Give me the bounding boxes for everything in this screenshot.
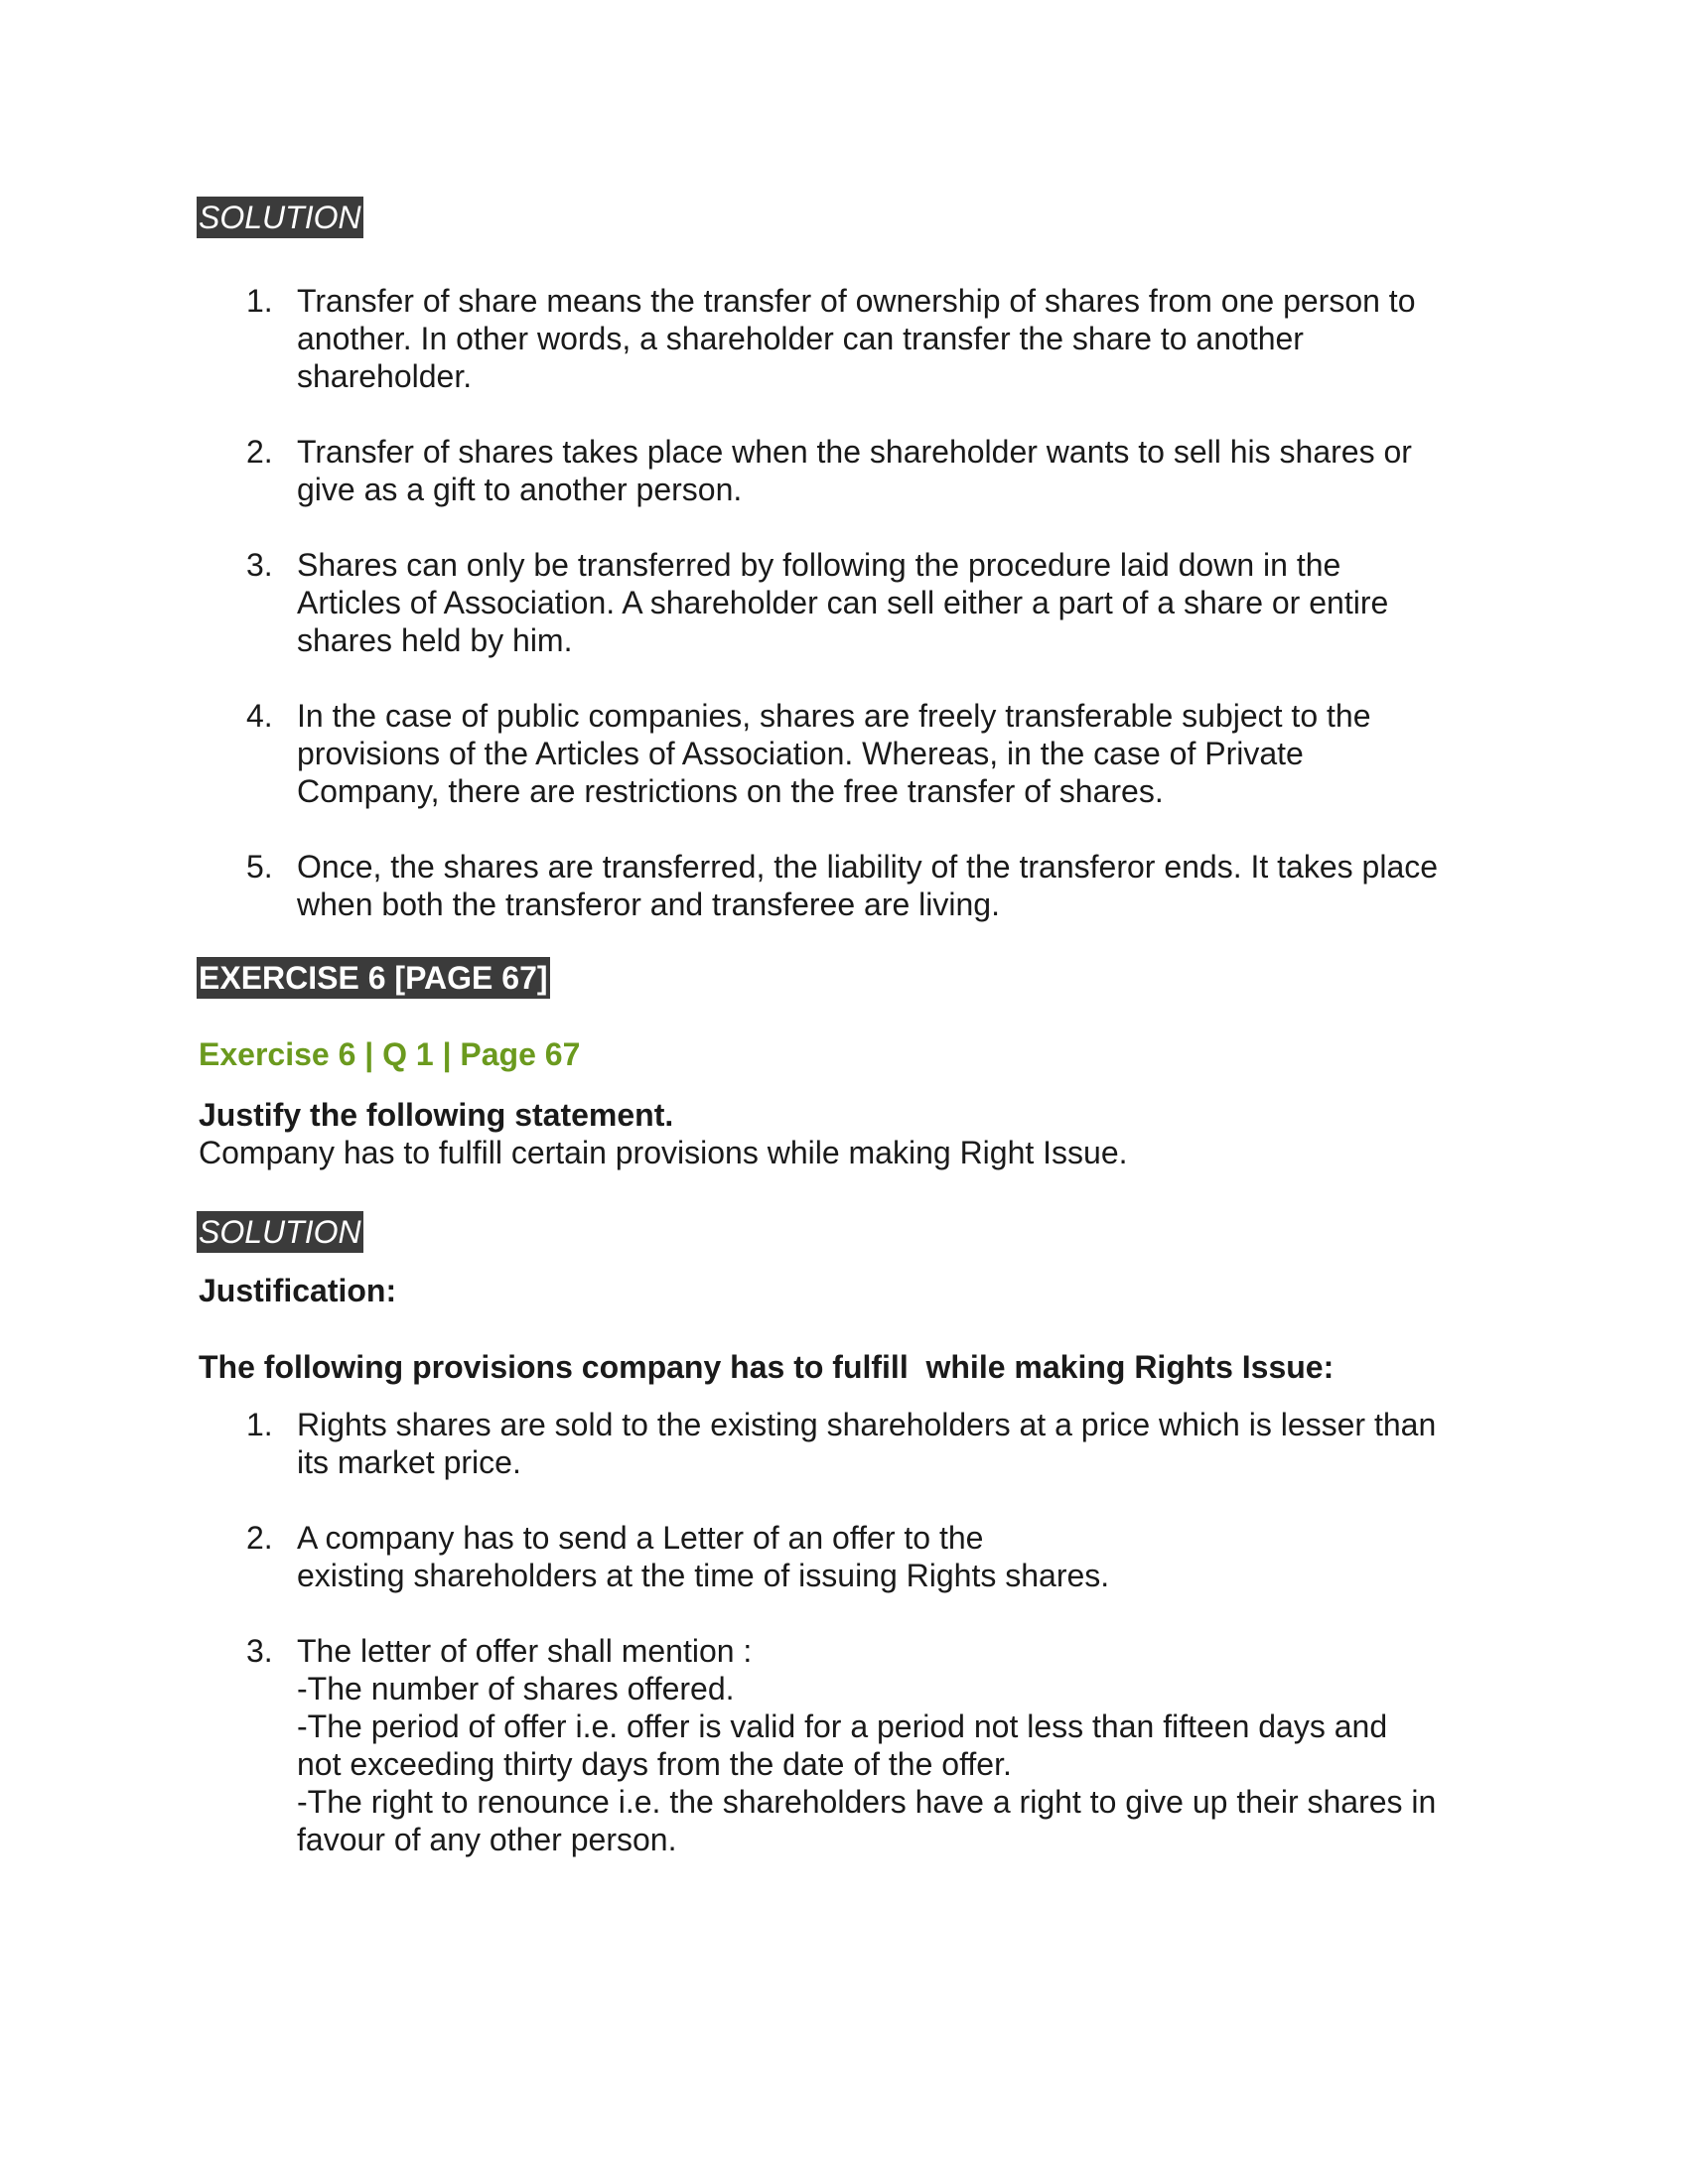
- justification-label: Justification:: [199, 1273, 397, 1308]
- list-item: [246, 1632, 1507, 1858]
- list-item-line: Rights shares are sold to the existing shareholders at a price which is lesser than: [297, 1407, 1437, 1442]
- list-item-line: Articles of Association. A shareholder can sell either a part of a share or entire: [297, 585, 1389, 620]
- rights-issue-provisions-list: [246, 1406, 1507, 1858]
- transfer-of-shares-list: [246, 282, 1507, 923]
- list-item-number: 2.: [246, 1520, 273, 1556]
- provisions-heading: The following provisions company has to fulfill while making Rights Issue:: [199, 1349, 1335, 1385]
- list-item-line: -The number of shares offered.: [297, 1671, 735, 1706]
- list-item-line: Company, there are restrictions on the free transfer of shares.: [297, 773, 1164, 809]
- list-item-number: 5.: [246, 849, 273, 885]
- exercise-question-reference: Exercise 6 | Q 1 | Page 67: [199, 1036, 581, 1072]
- list-item-line: A company has to send a Letter of an offer to the: [297, 1520, 984, 1556]
- solution-label: SOLUTION: [197, 197, 363, 238]
- list-item-number: 3.: [246, 1633, 273, 1669]
- list-item-line: when both the transferor and transferee are living.: [297, 887, 1000, 922]
- list-item: [246, 546, 1507, 659]
- list-item-line: In the case of public companies, shares are freely transferable subject to the: [297, 698, 1371, 734]
- list-item-line: The letter of offer shall mention :: [297, 1633, 753, 1669]
- list-item-line: give as a gift to another person.: [297, 472, 743, 507]
- solution-label: SOLUTION: [197, 1211, 363, 1253]
- list-item-line: provisions of the Articles of Association. Whereas, in the case of Private: [297, 736, 1304, 771]
- list-item-line: its market price.: [297, 1444, 521, 1480]
- list-item-line: -The period of offer i.e. offer is valid for a period not less than fifteen days and: [297, 1708, 1388, 1744]
- list-item-line: another. In other words, a shareholder can transfer the share to another: [297, 321, 1304, 356]
- list-item-number: 2.: [246, 434, 273, 470]
- list-item: [246, 433, 1507, 508]
- list-item-line: existing shareholders at the time of issuing Rights shares.: [297, 1558, 1110, 1593]
- list-item-number: 1.: [246, 1407, 273, 1442]
- list-item-number: 4.: [246, 698, 273, 734]
- question-text: Company has to fulfill certain provisions while making Right Issue.: [199, 1135, 1128, 1170]
- list-item: [246, 697, 1507, 810]
- list-item-line: favour of any other person.: [297, 1822, 677, 1857]
- list-item-line: -The right to renounce i.e. the shareholders have a right to give up their shares in: [297, 1784, 1437, 1820]
- exercise-header: EXERCISE 6 [PAGE 67]: [197, 957, 550, 999]
- list-item: [246, 282, 1507, 395]
- list-item-line: shareholder.: [297, 358, 473, 394]
- list-item-line: Once, the shares are transferred, the liability of the transferor ends. It takes place: [297, 849, 1439, 885]
- list-item-line: Transfer of shares takes place when the shareholder wants to sell his shares or: [297, 434, 1412, 470]
- list-item-line: Transfer of share means the transfer of ownership of shares from one person to: [297, 283, 1416, 319]
- list-item-line: not exceeding thirty days from the date of the offer.: [297, 1746, 1012, 1782]
- list-item-number: 1.: [246, 283, 273, 319]
- question-title: Justify the following statement.: [199, 1097, 674, 1133]
- list-item-line: Shares can only be transferred by following the procedure laid down in the: [297, 547, 1341, 583]
- list-item-line: shares held by him.: [297, 622, 573, 658]
- list-item: [246, 1519, 1507, 1594]
- list-item-number: 3.: [246, 547, 273, 583]
- list-item: [246, 848, 1507, 923]
- list-item: [246, 1406, 1507, 1481]
